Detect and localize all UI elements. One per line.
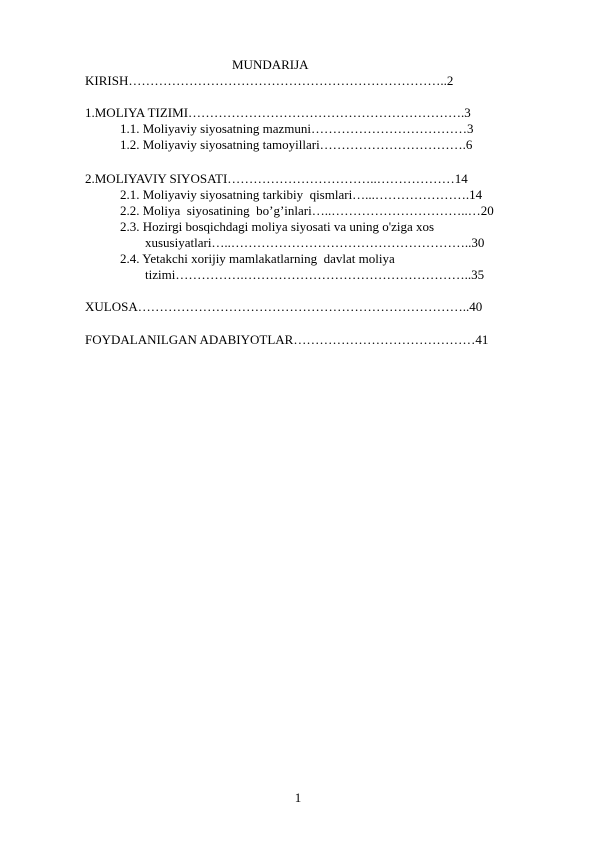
toc-entry-section-2-2: 2.2. Moliya siyosatining bo’g’inlari…..…………………………..…20 <box>120 203 494 218</box>
toc-entry-section-1: 1.MOLIYA TIZIMI……………………………………………………….3 <box>85 105 471 120</box>
page-number: 1 <box>294 790 302 805</box>
toc-title: MUNDARIJA <box>232 57 309 72</box>
toc-entry-section-1-2: 1.2. Moliyaviy siyosatning tamoyillari…………………………….6 <box>120 137 473 152</box>
toc-entry-kirish: KIRISH………………………………………………………………..2 <box>85 73 454 88</box>
toc-entry-foydalanilgan-adabiyotlar: FOYDALANILGAN ADABIYOTLAR……………………………………41 <box>85 332 489 347</box>
toc-entry-section-2-3-continued: xususiyatlari…..………………………………………………..30 <box>145 235 485 250</box>
toc-entry-section-2-4-continued: tizimi…………….……………………………………………..35 <box>145 267 485 282</box>
toc-entry-section-2-1: 2.1. Moliyaviy siyosatning tarkibiy qismlari…...………………….14 <box>120 187 483 202</box>
toc-entry-section-1-1: 1.1. Moliyaviy siyosatning mazmuni………………………………3 <box>120 121 474 136</box>
toc-entry-xulosa: XULOSA…………………………………………………………………..40 <box>85 299 483 314</box>
toc-entry-section-2: 2.MOLIYAVIY SIYOSATI……………………………..………………14 <box>85 171 468 186</box>
toc-entry-section-2-3: 2.3. Hozirgi bosqichdagi moliya siyosati va uning o'ziga xos <box>120 219 435 234</box>
toc-entry-section-2-4: 2.4. Yetakchi xorijiy mamlakatlarning davlat moliya <box>120 251 395 266</box>
